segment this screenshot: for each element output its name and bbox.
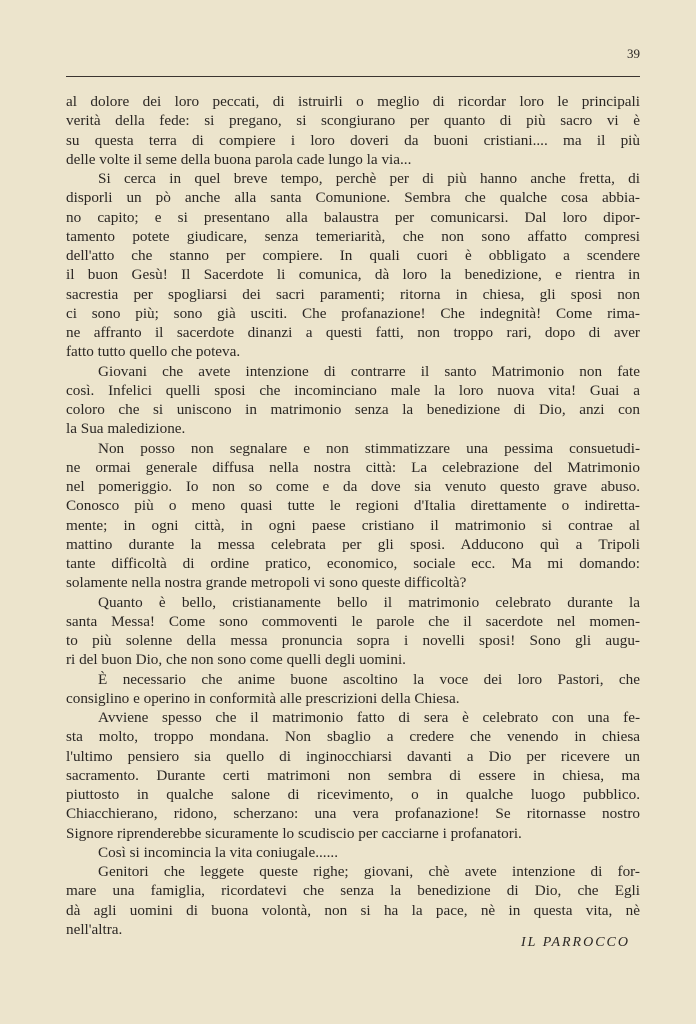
- text-line: ci sono più; sono già usciti. Che profanazione! Che indegnità! Come rima-: [66, 304, 640, 322]
- text-line: Non posso non segnalare e non stimmatizzare una pessima consuetudi-: [98, 439, 640, 457]
- text-line: verità della fede: si pregano, si scongiurano per quanto di più sacro vi è: [66, 112, 640, 130]
- text-line: la Sua maledizione.: [66, 420, 186, 438]
- text-line: solamente nella nostra grande metropoli vi sono queste difficoltà?: [66, 574, 467, 592]
- text-line: fatto tutto quello che poteva.: [66, 343, 241, 361]
- text-line: coloro che si uniscono in matrimonio senza la benedizione di Dio, anzi con: [66, 401, 640, 418]
- text-line: così. Infelici quelli sposi che incominciano male la loro nuova vita! Guai a: [66, 381, 640, 399]
- text-line: su questa terra di compiere i loro doveri da buoni cristiani.... ma il più: [66, 131, 640, 149]
- paragraph: [66, 862, 640, 939]
- text-line: ne affranto il sacerdote dinanzi a questi fatti, non troppo rari, dopo di aver: [66, 324, 640, 341]
- text-line: delle volte il seme della buona parola cade lungo la via...: [66, 150, 412, 168]
- paragraph: [66, 708, 640, 843]
- text-line: tamento potete giudicare, senza temeriarità, che non sono affatto compresi: [66, 227, 640, 245]
- paragraph: [66, 670, 640, 709]
- signature: IL PARROCCO: [521, 935, 630, 950]
- body-text: [66, 92, 640, 939]
- text-line: nel pomeriggio. Io non so come e da dove sia venuto questo grave abuso.: [66, 478, 640, 495]
- text-line: sta molto, troppo mondana. Non sbaglio a credere che venendo in chiesa: [66, 728, 640, 746]
- paragraph: [66, 169, 640, 362]
- text-line: l'ultimo pensiero sia quello di inginocchiarsi davanti a Dio per ricevere un: [66, 747, 640, 765]
- text-line: Genitori che leggete queste righe; giovani, chè avete intenzione di for-: [98, 863, 640, 880]
- text-line: ne ormai generale diffusa nella nostra città: La celebrazione del Matrimonio: [66, 458, 640, 476]
- text-line: mattino durante la messa celebrata per gli sposi. Adducono quì a Tripoli: [66, 535, 640, 553]
- text-line: Giovani che avete intenzione di contrarre il santo Matrimonio non fate: [98, 362, 640, 380]
- text-line: tante difficoltà di ordine pratico, economico, sociale ecc. Ma mi domando:: [66, 555, 640, 572]
- text-line: il buon Gesù! Il Sacerdote li comunica, dà loro la benedizione, e rientra in: [66, 266, 640, 284]
- text-line: dell'atto che stanno per compiere. In quali cuori è obbligato a scendere: [66, 247, 640, 264]
- text-line: al dolore dei loro peccati, di istruirli o meglio di ricordar loro le principali: [66, 93, 640, 110]
- text-line: piuttosto in qualche salone di ricevimento, o in qualche luogo pubblico.: [66, 786, 640, 803]
- text-line: nell'altra.: [66, 920, 123, 938]
- header-rule: [66, 76, 640, 77]
- page-number: 39: [627, 46, 640, 61]
- text-line: consiglino e operino in conformità alle prescrizioni della Chiesa.: [66, 689, 460, 707]
- text-line: Così si incomincia la vita coniugale......: [98, 843, 338, 861]
- paragraph: [66, 593, 640, 670]
- paragraph: [66, 843, 640, 862]
- text-line: sacrestia per spogliarsi dei sacri paramenti; ritorna in chiesa, gli sposi non: [66, 285, 640, 303]
- text-line: mare una famiglia, ricordatevi che senza la benedizione di Dio, che Egli: [66, 882, 640, 900]
- text-line: Signore riprenderebbe sicuramente lo scudiscio per cacciarne i profanatori.: [66, 824, 522, 842]
- paragraph: [66, 439, 640, 593]
- text-line: dà agli uomini di buona volontà, non si ha la pace, nè in questa vita, nè: [66, 901, 640, 919]
- text-line: Avviene spesso che il matrimonio fatto di sera è celebrato con una fe-: [98, 709, 640, 726]
- text-line: Conosco più o meno quasi tutte le regioni d'Italia direttamente o indiretta-: [66, 497, 640, 515]
- text-line: Quanto è bello, cristianamente bello il matrimonio celebrato durante la: [98, 593, 640, 611]
- text-line: to più solenne della messa pronuncia sopra i novelli sposi! Sono gli augu-: [66, 632, 640, 649]
- text-line: È necessario che anime buone ascoltino la voce dei loro Pastori, che: [98, 670, 640, 688]
- text-line: sacramento. Durante certi matrimoni non sembra di essere in chiesa, ma: [66, 766, 640, 784]
- paragraph: [66, 92, 640, 169]
- text-line: disporli un pò anche alla santa Comunione. Sembra che qualche cosa abbia-: [66, 189, 640, 207]
- paragraph: [66, 362, 640, 439]
- text-line: Si cerca in quel breve tempo, perchè per di più hanno anche fretta, di: [98, 170, 640, 187]
- text-line: ri del buon Dio, che non sono come quelli degli uomini.: [66, 651, 406, 669]
- text-line: no capito; e si presentano alla balaustra per comunicarsi. Dal loro dipor-: [66, 208, 640, 226]
- text-line: Chiacchierano, ridono, scherzano: una vera profanazione! Se ritornasse nostro: [66, 805, 640, 823]
- text-line: santa Messa! Come sono commoventi le parole che il sacerdote nel momen-: [66, 612, 640, 630]
- text-line: mente; in ogni città, in ogni paese cristiano il matrimonio si contrae al: [66, 516, 640, 534]
